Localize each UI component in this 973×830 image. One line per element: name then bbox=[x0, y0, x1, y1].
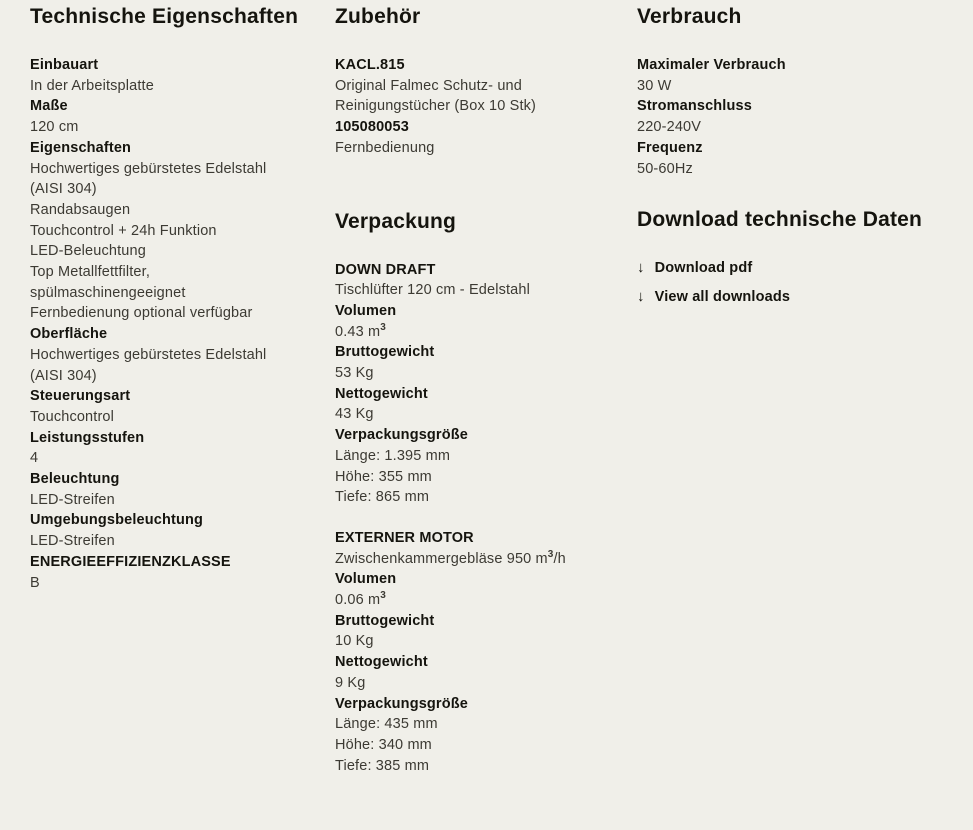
spec-label: Stromanschluss bbox=[637, 98, 752, 115]
frequenz-spec bbox=[637, 138, 973, 179]
group-description bbox=[335, 280, 597, 301]
nettogewicht-spec bbox=[335, 652, 637, 693]
downloads-section bbox=[637, 207, 973, 307]
spec-value bbox=[335, 446, 597, 467]
spec-value-text: 120 cm bbox=[30, 119, 79, 136]
column-1 bbox=[30, 4, 335, 593]
spec-value-text: LED-Streifen bbox=[30, 533, 115, 550]
spec-value-text: Original Falmec Schutz- und Reinigungstücher (Box 10 Stk) bbox=[335, 77, 537, 115]
superscript: 3 bbox=[380, 321, 386, 333]
spec-value-text: Fernbedienung optional verfügbar bbox=[30, 305, 253, 322]
consumption-title: Verbrauch bbox=[637, 5, 742, 28]
downloads-title: Download technische Daten bbox=[637, 208, 923, 232]
105080053-spec bbox=[335, 117, 637, 158]
spec-value bbox=[30, 200, 282, 221]
spec-value-text: Randabsaugen bbox=[30, 201, 131, 218]
masse-spec bbox=[30, 96, 335, 137]
umgebungsbeleuchtung-spec bbox=[30, 510, 335, 551]
spec-value-text: 50-60Hz bbox=[637, 160, 693, 177]
superscript: 3 bbox=[547, 548, 554, 560]
spec-label: Nettogewicht bbox=[335, 385, 428, 402]
spec-value bbox=[30, 531, 282, 552]
packaging-title: Verpackung bbox=[335, 209, 457, 233]
spec-value bbox=[335, 467, 597, 488]
spec-value-text: 4 bbox=[30, 450, 39, 467]
download-link-label: View all downloads bbox=[654, 288, 791, 305]
accessories-section bbox=[335, 4, 637, 159]
spec-value bbox=[30, 221, 282, 242]
spec-value-text: 220-240V bbox=[637, 119, 702, 136]
group-description-unit: /h bbox=[553, 550, 566, 567]
spec-label: Verpackungsgröße bbox=[335, 427, 468, 444]
spec-value bbox=[335, 138, 597, 159]
group-description bbox=[335, 549, 597, 570]
spec-label: 105080053 bbox=[335, 119, 409, 136]
spec-value-text: In der Arbeitsplatte bbox=[30, 77, 154, 94]
spec-group bbox=[637, 55, 973, 179]
spec-value-text: 43 Kg bbox=[335, 406, 374, 423]
spec-value-text: Hochwertiges gebürstetes Edelstahl (AISI 304) bbox=[30, 160, 267, 198]
spec-value bbox=[30, 76, 282, 97]
down-draft-heading: DOWN DRAFT bbox=[335, 261, 436, 278]
spec-label: Frequenz bbox=[637, 139, 703, 156]
spec-value-text: 30 W bbox=[637, 77, 672, 94]
spec-label: Steuerungsart bbox=[30, 388, 131, 405]
spec-value bbox=[30, 303, 282, 324]
eigenschaften-spec bbox=[30, 138, 335, 324]
spec-value bbox=[30, 262, 282, 303]
spec-label: Nettogewicht bbox=[335, 654, 428, 671]
spec-label: Bruttogewicht bbox=[335, 344, 435, 361]
column-2 bbox=[335, 4, 637, 776]
technical-properties-title: Technische Eigenschaften bbox=[30, 5, 299, 28]
superscript: 3 bbox=[380, 590, 386, 602]
spec-value bbox=[30, 241, 282, 262]
einbauart-spec bbox=[30, 55, 335, 96]
spec-value bbox=[335, 714, 597, 735]
spec-label: Leistungsstufen bbox=[30, 429, 145, 446]
group-description-text: Zwischenkammergebläse 950 m bbox=[335, 550, 548, 567]
spec-value bbox=[335, 487, 597, 508]
spec-value bbox=[30, 573, 282, 594]
spec-label: Verpackungsgröße bbox=[335, 695, 468, 712]
spec-value bbox=[335, 735, 597, 756]
externer-motor-group bbox=[335, 528, 637, 776]
externer-motor-heading: EXTERNER MOTOR bbox=[335, 529, 474, 546]
packaging-section bbox=[335, 209, 637, 777]
spec-value-text: LED-Beleuchtung bbox=[30, 243, 146, 260]
spec-value bbox=[335, 76, 597, 117]
spec-value bbox=[335, 404, 597, 425]
spec-group bbox=[335, 55, 637, 159]
spec-value bbox=[30, 117, 282, 138]
spec-label: KACL.815 bbox=[335, 57, 405, 73]
spec-value-text: Touchcontrol + 24h Funktion bbox=[30, 222, 217, 239]
download-arrow-icon: ↓ bbox=[637, 259, 645, 277]
spec-value bbox=[335, 322, 597, 343]
down-draft-group bbox=[335, 260, 637, 508]
verpackungsgrosse-spec bbox=[335, 694, 637, 777]
spec-value-text: Höhe: 340 mm bbox=[335, 736, 432, 753]
spec-label: Bruttogewicht bbox=[335, 612, 435, 629]
spec-value bbox=[637, 159, 973, 180]
spec-value bbox=[335, 673, 597, 694]
spec-label: Oberfläche bbox=[30, 326, 108, 343]
spec-group bbox=[30, 55, 335, 593]
spec-label: Umgebungsbeleuchtung bbox=[30, 512, 203, 529]
volumen-spec bbox=[335, 569, 637, 610]
maximaler-verbrauch-spec bbox=[637, 55, 973, 96]
technical-properties-section bbox=[30, 4, 335, 593]
spec-value-text: 10 Kg bbox=[335, 633, 374, 650]
spec-value-text: LED-Streifen bbox=[30, 491, 115, 508]
steuerungsart-spec bbox=[30, 386, 335, 427]
download-arrow-icon: ↓ bbox=[637, 287, 645, 305]
spec-value bbox=[637, 117, 973, 138]
spec-value bbox=[335, 590, 597, 611]
spec-value bbox=[30, 159, 282, 200]
spec-value-text: Höhe: 355 mm bbox=[335, 468, 432, 485]
spec-value-text: Tiefe: 385 mm bbox=[335, 757, 430, 774]
spec-label: Einbauart bbox=[30, 57, 99, 73]
bruttogewicht-spec bbox=[335, 342, 637, 383]
spec-value-text: Tiefe: 865 mm bbox=[335, 489, 430, 506]
download-pdf-link[interactable] bbox=[637, 258, 973, 279]
spec-label: Eigenschaften bbox=[30, 139, 132, 156]
spec-label: Maximaler Verbrauch bbox=[637, 57, 786, 73]
spec-label: Maße bbox=[30, 98, 68, 115]
column-3 bbox=[637, 4, 973, 308]
spec-value-text: Hochwertiges gebürstetes Edelstahl (AISI 304) bbox=[30, 346, 267, 384]
spec-value-text: Touchcontrol bbox=[30, 408, 115, 425]
spec-value bbox=[335, 631, 597, 652]
bruttogewicht-spec bbox=[335, 611, 637, 652]
spec-value-text: 9 Kg bbox=[335, 674, 366, 691]
beleuchtung-spec bbox=[30, 469, 335, 510]
nettogewicht-spec bbox=[335, 384, 637, 425]
spec-value-text: 53 Kg bbox=[335, 365, 374, 382]
spec-value bbox=[30, 490, 282, 511]
energieeffizienzklasse-spec bbox=[30, 552, 335, 593]
leistungsstufen-spec bbox=[30, 428, 335, 469]
verpackungsgrosse-spec bbox=[335, 425, 637, 508]
spec-value bbox=[30, 448, 282, 469]
volumen-spec bbox=[335, 301, 637, 342]
spec-value bbox=[30, 345, 282, 386]
spec-label: Volumen bbox=[335, 571, 397, 588]
stromanschluss-spec bbox=[637, 96, 973, 137]
spec-value bbox=[637, 76, 973, 97]
accessories-title: Zubehör bbox=[335, 5, 421, 28]
group-description-text: Tischlüfter 120 cm - Edelstahl bbox=[335, 282, 530, 299]
kacl-815-spec bbox=[335, 55, 637, 117]
download-link-label: Download pdf bbox=[654, 260, 753, 277]
spec-value bbox=[335, 756, 597, 777]
spec-label: Beleuchtung bbox=[30, 471, 120, 488]
spec-label: Volumen bbox=[335, 302, 397, 319]
view-all-downloads-link[interactable] bbox=[637, 287, 973, 308]
spec-value-text: 0.43 m bbox=[335, 323, 381, 340]
spec-value-text: 0.06 m bbox=[335, 592, 381, 609]
spec-value-text: B bbox=[30, 574, 40, 591]
spec-value-text: Top Metallfettfilter, spülmaschinengeeignet bbox=[30, 264, 186, 301]
spec-value-text: Fernbedienung bbox=[335, 139, 435, 156]
spec-value bbox=[30, 407, 282, 428]
consumption-section bbox=[637, 4, 973, 179]
spec-value-text: Länge: 435 mm bbox=[335, 716, 438, 733]
spec-value-text: Länge: 1.395 mm bbox=[335, 447, 451, 464]
spec-label: ENERGIEEFFIZIENZKLASSE bbox=[30, 553, 231, 570]
spec-value bbox=[335, 363, 597, 384]
oberflache-spec bbox=[30, 324, 335, 386]
